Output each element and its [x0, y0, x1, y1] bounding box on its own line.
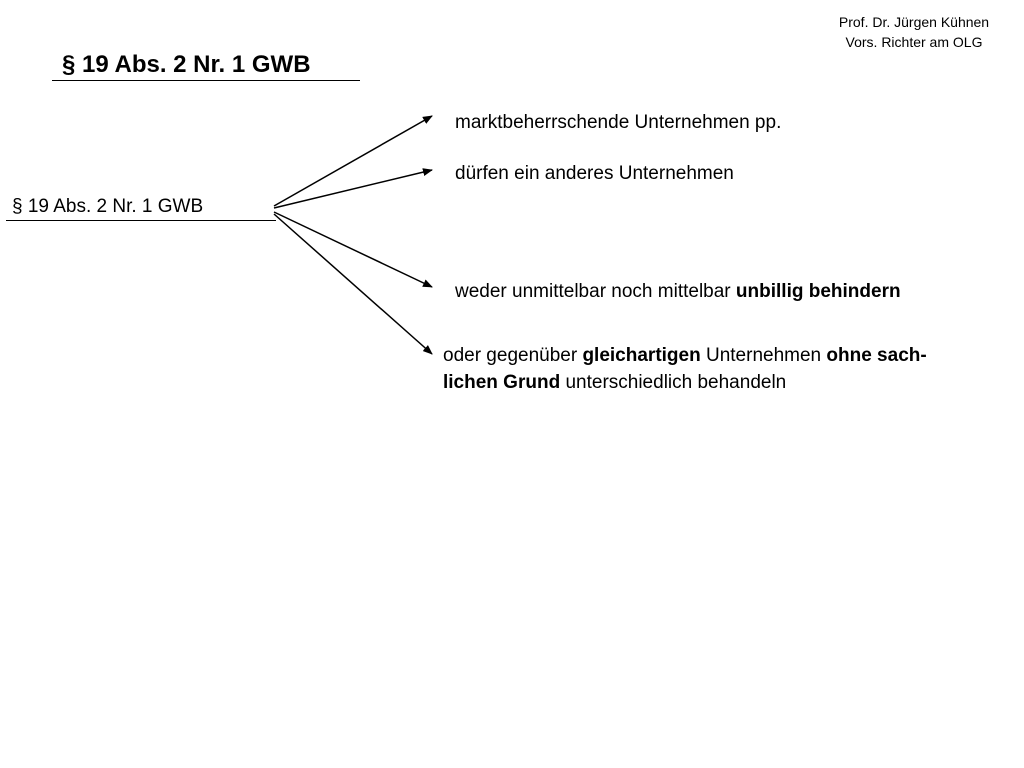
arrow-2 — [274, 170, 432, 208]
author-name: Prof. Dr. Jürgen Kühnen — [838, 14, 990, 30]
arrow-1 — [274, 116, 432, 206]
branch-discrimination-emphasis-1: gleichartigen — [582, 345, 701, 366]
branch-other-company: dürfen ein anderes Unternehmen — [455, 163, 734, 184]
branch-hindrance-text: weder unmittelbar noch mittelbar — [455, 281, 736, 302]
branch-discrimination — [443, 342, 927, 396]
branch-discrimination-text-3: unterschiedlich behandeln — [560, 372, 787, 393]
root-node-label: § 19 Abs. 2 Nr. 1 GWB — [6, 194, 276, 221]
branch-hindrance-emphasis: unbillig behindern — [735, 281, 901, 302]
branch-discrimination-emphasis-2: ohne sach- — [826, 345, 927, 366]
branch-discrimination-emphasis-3: lichen Grund — [443, 372, 561, 393]
author-role: Vors. Richter am OLG — [845, 34, 983, 50]
arrow-3 — [274, 212, 432, 287]
branch-discrimination-text-1: oder gegenüber — [443, 345, 583, 366]
arrow-4 — [274, 214, 432, 354]
branch-discrimination-text-2: Unternehmen — [700, 345, 827, 366]
branch-market-dominant: marktbeherrschende Unternehmen pp. — [455, 112, 782, 133]
branch-hindrance — [455, 279, 901, 305]
page-title: § 19 Abs. 2 Nr. 1 GWB — [52, 50, 360, 81]
